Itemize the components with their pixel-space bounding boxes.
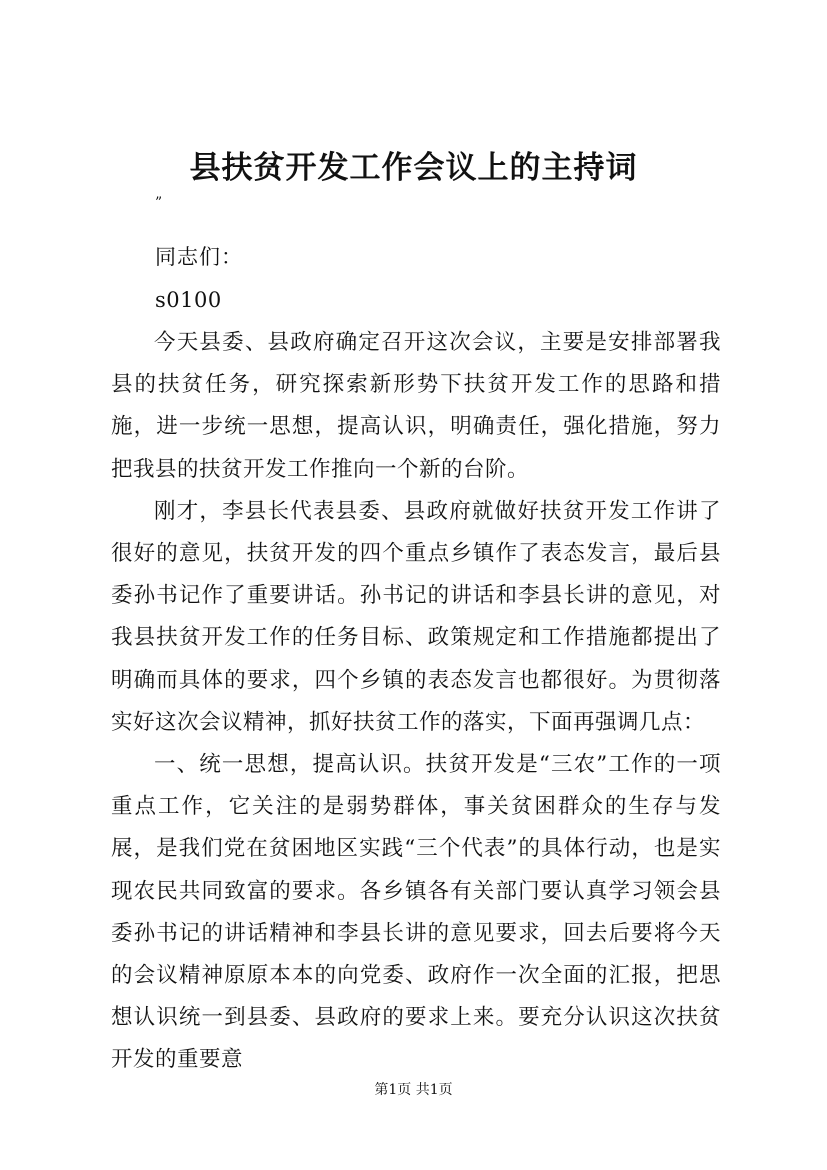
document-body: [111, 322, 721, 1082]
quote-mark: ”: [155, 195, 163, 211]
paragraph-2: 刚才，李县长代表县委、县政府就做好扶贫开发工作讲了很好的意见，扶贫开发的四个重点乡镇作了表态发言，最后县委孙书记作了重要讲话。孙书记的讲话和李县长讲的意见，对我县扶贫开发工作的任务目标、政策规定和工作措施都提出了明确而具体的要求，四个乡镇的表态发言也都很好。为贯彻落实好这次会议精神，抓好扶贫工作的落实，下面再强调几点：: [111, 498, 721, 735]
document-code: s0100: [155, 288, 222, 312]
salutation: 同志们：: [155, 245, 243, 269]
document-title: 县扶贫开发工作会议上的主持词: [189, 150, 638, 186]
paragraph-3: 一、统一思想，提高认识。扶贫开发是“三农”工作的一项重点工作，它关注的是弱势群体，事关贫困群众的生存与发展，是我们党在贫困地区实践“三个代表”的具体行动，也是实现农民共同致富的要求。各乡镇各有关部门要认真学习领会县委孙书记的讲话精神和李县长讲的意见要求，回去后要将今天的会议精神原原本本的向党委、政府作一次全面的汇报，把思想认识统一到县委、县政府的要求上来。要充分认识这次扶贫开发的重要意: [111, 752, 721, 1073]
paragraph-1: 今天县委、县政府确定召开这次会议，主要是安排部署我县的扶贫任务，研究探索新形势下扶贫开发工作的思路和措施，进一步统一思想，提高认识，明确责任，强化措施，努力把我县的扶贫开发工作推向一个新的台阶。: [111, 330, 721, 482]
page-footer: 第1页 共1页: [374, 1082, 453, 1098]
